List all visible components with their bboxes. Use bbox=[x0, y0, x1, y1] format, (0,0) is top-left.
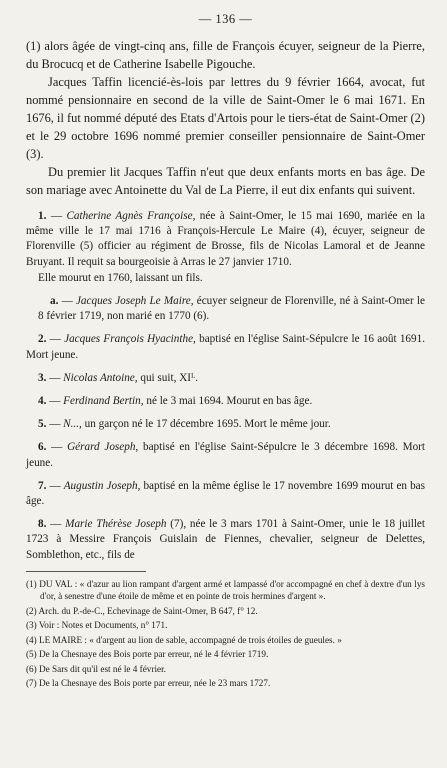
entry-number: a. bbox=[50, 295, 59, 308]
entry-number: 1. bbox=[38, 210, 47, 222]
entry-name: Augustin Joseph, bbox=[63, 479, 141, 492]
footnote-4: (4) LE MAIRE : « d'argent au lion de sable, accompagné de trois étoiles de gueules. » bbox=[26, 634, 342, 645]
entry-name: Marie Thérèse Joseph bbox=[65, 518, 167, 531]
entry-name: Catherine Agnès Françoise, bbox=[66, 210, 196, 222]
intro-paragraph-3: Du premier lit Jacques Taffin n'eut que deux enfants morts en bas âge. De son mariage avec Antoinette du Val de La Pierre, il eut dix enfants qui suivent. bbox=[26, 165, 425, 197]
main-text bbox=[26, 37, 425, 199]
intro-paragraph-1: (1) alors âgée de vingt-cinq ans, fille de François écuyer, seigneur de la Pierre, du Brocucq et de Catherine Isabelle Pigouche. bbox=[26, 39, 425, 71]
entry-8: 8. — Marie Thérèse Joseph (7), née le 3 mars 1701 à Saint-Omer, unie le 18 juillet 1723 à Messire François Guislain de Fiennes, chevalier, seigneur de Delettes, Somblethon, etc., fils de bbox=[26, 518, 426, 561]
entry-name: Jacques Joseph Le Maire, bbox=[75, 295, 194, 308]
entry-7: 7. — Augustin Joseph, baptisé en la même église le 17 novembre 1699 mourut en bas âge. bbox=[26, 479, 425, 508]
entry-6: 6. — Gérard Joseph, baptisé en l'église Saint-Sépulcre le 3 décembre 1698. Mort jeune. bbox=[26, 441, 425, 469]
entry-1: 1. — Catherine Agnès Françoise, née à Saint-Omer, le 15 mai 1690, mariée en la même ville le 17 mai 1716 à François-Hercule Le Maire (4), écuyer, seigneur de Florenville (5) officier au régiment de Brosse, fils de Nicolas Lamoral et de Jeanne Bruyant. Il requit sa bourgeoisie à Arras le 27 janvier 1710. bbox=[26, 210, 426, 268]
entry-3: 3. — Nicolas Antoine, qui suit, XIᴸ. bbox=[38, 371, 198, 384]
entry-5: 5. — N..., un garçon né le 17 décembre 1695. Mort le même jour. bbox=[38, 418, 331, 431]
entry-number: 2. bbox=[38, 333, 47, 346]
footnotes bbox=[26, 578, 425, 690]
entry-number: 5. bbox=[38, 418, 47, 431]
entry-text: baptisé en la même église le 17 novembre 1699 mourut en bas âge. bbox=[26, 479, 425, 508]
entry-name: Nicolas Antoine, bbox=[63, 371, 138, 384]
entry-text: baptisé en l'église Saint-Sépulcre le 16 août 1691. Mort jeune. bbox=[26, 333, 425, 361]
entry-name: Gérard Joseph, bbox=[67, 441, 139, 454]
entry-4: 4. — Ferdinand Bertin, né le 3 mai 1694. Mourut en bas âge. bbox=[38, 395, 313, 408]
footnote-divider bbox=[26, 571, 146, 572]
footnote-3: (3) Voir : Notes et Documents, n° 171. bbox=[26, 620, 168, 631]
entry-text: qui suit, XIᴸ. bbox=[137, 371, 198, 384]
footnote-6: (6) De Sars dit qu'il est né le 4 février. bbox=[26, 663, 166, 674]
entry-name: Ferdinand Bertin, bbox=[63, 395, 144, 408]
entry-text: (7), née le 3 mars 1701 à Saint-Omer, unie le 18 juillet 1723 à Messire François Guislain de Fiennes, chevalier, seigneur de Delettes, Somblethon, etc., fils de bbox=[26, 518, 426, 561]
entry-text: un garçon né le 17 décembre 1695. Mort le même jour. bbox=[81, 418, 331, 431]
intro-paragraph-2: Jacques Taffin licencié-ès-lois par lettres du 9 février 1664, avocat, fut nommé pensionnaire en second de la ville de Saint-Omer le 6 mai 1671. En 1676, il fut nommé député des Etats d'Artois pour le tiers-état de Saint-Omer (2) et le 29 octobre 1696 nommé premier conseiller pensionnaire de Saint-Omer (3). bbox=[26, 75, 425, 161]
entry-number: 3. bbox=[38, 371, 47, 384]
entry-1a: a. — Jacques Joseph Le Maire, écuyer seigneur de Florenville, né à Saint-Omer le 8 février 1719, non marié en 1770 (6). bbox=[38, 295, 426, 323]
entry-name: Jacques François Hyacinthe, bbox=[64, 333, 196, 346]
footnote-7: (7) De la Chesnaye des Bois porte par erreur, née le 23 mars 1727. bbox=[26, 678, 271, 689]
entry-number: 4. bbox=[38, 395, 47, 408]
entry-text: écuyer seigneur de Florenville, né à Saint-Omer le 8 février 1719, non marié en 1770 (6). bbox=[38, 295, 426, 323]
entry-number: 6. bbox=[38, 441, 47, 454]
entry-text: née à Saint-Omer, le 15 mai 1690, mariée en la même ville le 17 mai 1716 à François-Hercule Le Maire (4), écuyer, seigneur de Florenville (5) officier au régiment de Brosse, fils de Nicolas Lamoral et de Jeanne Bruyant. Il requit sa bourgeoisie à Arras le 27 janvier 1710. bbox=[26, 210, 426, 268]
children-list bbox=[26, 209, 425, 563]
page-number: — 136 — bbox=[198, 12, 253, 26]
entry-number: 7. bbox=[38, 479, 47, 492]
entry-number: 8. bbox=[38, 518, 47, 531]
entry-name: N..., bbox=[63, 418, 82, 431]
footnote-5: (5) De la Chesnaye des Bois porte par erreur, né le 4 février 1719. bbox=[26, 649, 269, 660]
entry-text: né le 3 mai 1694. Mourut en bas âge. bbox=[143, 395, 313, 408]
entry-1-continuation: Elle mourut en 1760, laissant un fils. bbox=[38, 271, 203, 284]
entry-text: baptisé en l'église Saint-Sépulcre le 3 décembre 1698. Mort jeune. bbox=[26, 441, 425, 469]
entry-2: 2. — Jacques François Hyacinthe, baptisé en l'église Saint-Sépulcre le 16 août 1691. Mort jeune. bbox=[26, 333, 425, 361]
footnote-2: (2) Arch. du P.-de-C., Echevinage de Saint-Omer, B 647, f° 12. bbox=[26, 605, 258, 616]
footnote-1: (1) DU VAL : « d'azur au lion rampant d'argent armé et lampassé d'or accompagné en chef à dextre d'un lys d'or, à senestre d'une étoile de même et en pointe de trois hermines d'argent ». bbox=[26, 578, 425, 602]
